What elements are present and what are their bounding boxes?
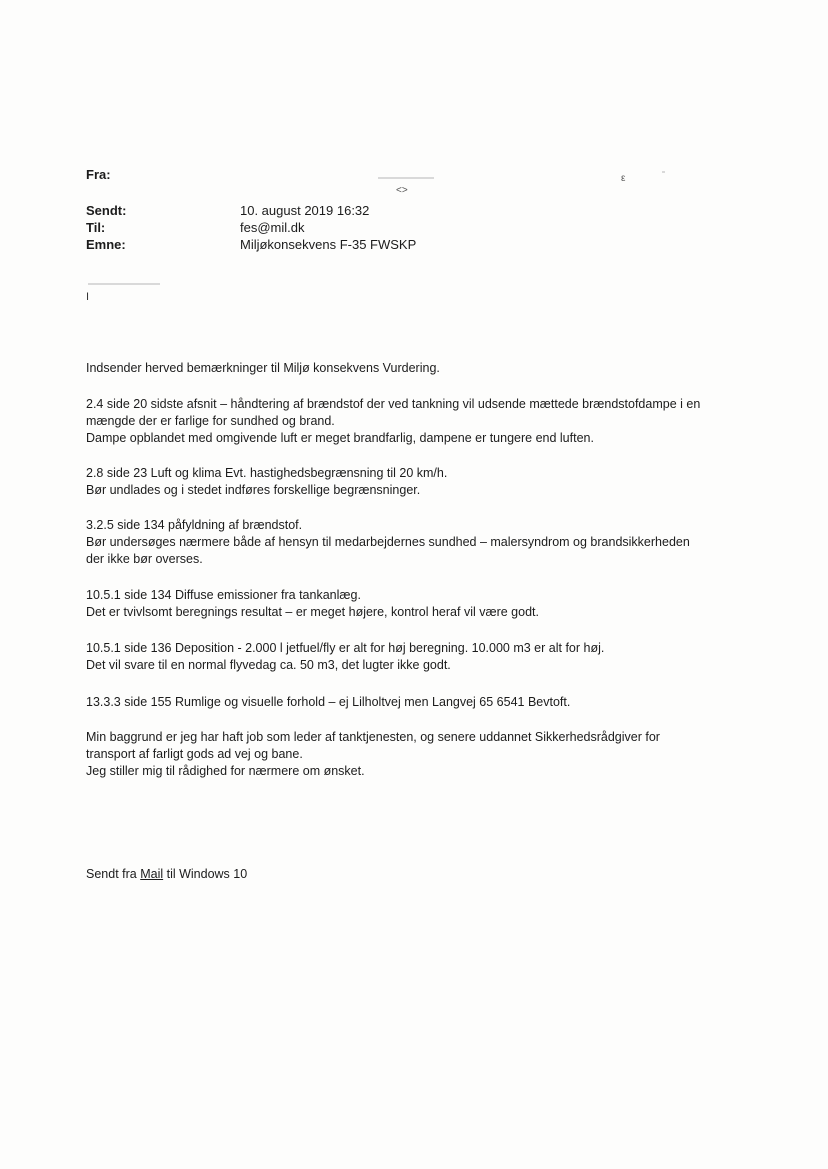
- scan-speck: [662, 171, 665, 173]
- sent-from-prefix: Sendt fra: [86, 867, 141, 881]
- background-line: Jeg stiller mig til rådighed for nærmere om ønsket.: [86, 764, 365, 778]
- remark-paragraph-3: [86, 517, 756, 568]
- sent-from-suffix: til Windows 10: [163, 867, 248, 881]
- remark-paragraph-2: [86, 465, 756, 499]
- remark-line: 10.5.1 side 136 Deposition - 2.000 l jetfuel/fly er alt for høj beregning. 10.000 m3 er alt for høj.: [86, 641, 605, 655]
- remark-paragraph-4: [86, 587, 756, 621]
- redaction-glyph: ε: [621, 173, 626, 184]
- remark-line: 13.3.3 side 155 Rumlige og visuelle forhold – ej Lilholtvej men Langvej 65 6541 Bevtoft.: [86, 695, 571, 709]
- remark-line: Det vil svare til en normal flyvedag ca. 50 m3, det lugter ikke godt.: [86, 658, 451, 672]
- background-line: transport af farligt gods ad vej og bane.: [86, 747, 303, 761]
- remark-line: 2.8 side 23 Luft og klima Evt. hastighedsbegrænsning til 20 km/h.: [86, 466, 448, 480]
- intro-paragraph: [86, 360, 756, 377]
- remark-line: Dampe opblandet med omgivende luft er meget brandfarlig, dampene er tungere end luften.: [86, 431, 594, 445]
- remark-line: 3.2.5 side 134 påfyldning af brændstof.: [86, 518, 303, 532]
- remark-line: Bør undersøges nærmere både af hensyn til medarbejdernes sundhed – malersyndrom og brandsikkerheden: [86, 535, 690, 549]
- redaction-trace: [88, 283, 160, 285]
- stray-mark: I: [86, 291, 90, 303]
- redaction-trace: [378, 177, 434, 179]
- redaction-glyph: <>: [396, 185, 408, 196]
- remark-line: der ikke bør overses.: [86, 552, 203, 566]
- sent-value: 10. august 2019 16:32: [240, 203, 370, 218]
- remark-line: 10.5.1 side 134 Diffuse emissioner fra tankanlæg.: [86, 588, 361, 602]
- sent-label: Sendt:: [86, 203, 127, 218]
- mail-link[interactable]: Mail: [140, 867, 164, 881]
- to-label: Til:: [86, 220, 106, 235]
- remark-paragraph-1: [86, 396, 756, 447]
- sent-from-footer: [86, 866, 756, 883]
- remark-line: mængde der er farlige for sundhed og brand.: [86, 414, 335, 428]
- from-label: Fra:: [86, 167, 111, 182]
- subject-value: Miljøkonsekvens F-35 FWSKP: [240, 237, 417, 252]
- background-line: Min baggrund er jeg har haft job som leder af tanktjenesten, og senere uddannet Sikkerhedsrådgiver for: [86, 730, 660, 744]
- remark-paragraph-5: [86, 640, 756, 674]
- background-paragraph: [86, 729, 756, 780]
- remark-line: 2.4 side 20 sidste afsnit – håndtering af brændstof der ved tankning vil udsende mættede brændstofdampe i en: [86, 397, 701, 411]
- to-value: fes@mil.dk: [240, 220, 305, 235]
- remark-paragraph-6: [86, 694, 756, 711]
- intro-line: Indsender herved bemærkninger til Miljø konsekvens Vurdering.: [86, 361, 440, 375]
- remark-line: Det er tvivlsomt beregnings resultat – er meget højere, kontrol heraf vil være godt.: [86, 605, 539, 619]
- subject-label: Emne:: [86, 237, 126, 252]
- remark-line: Bør undlades og i stedet indføres forskellige begrænsninger.: [86, 483, 421, 497]
